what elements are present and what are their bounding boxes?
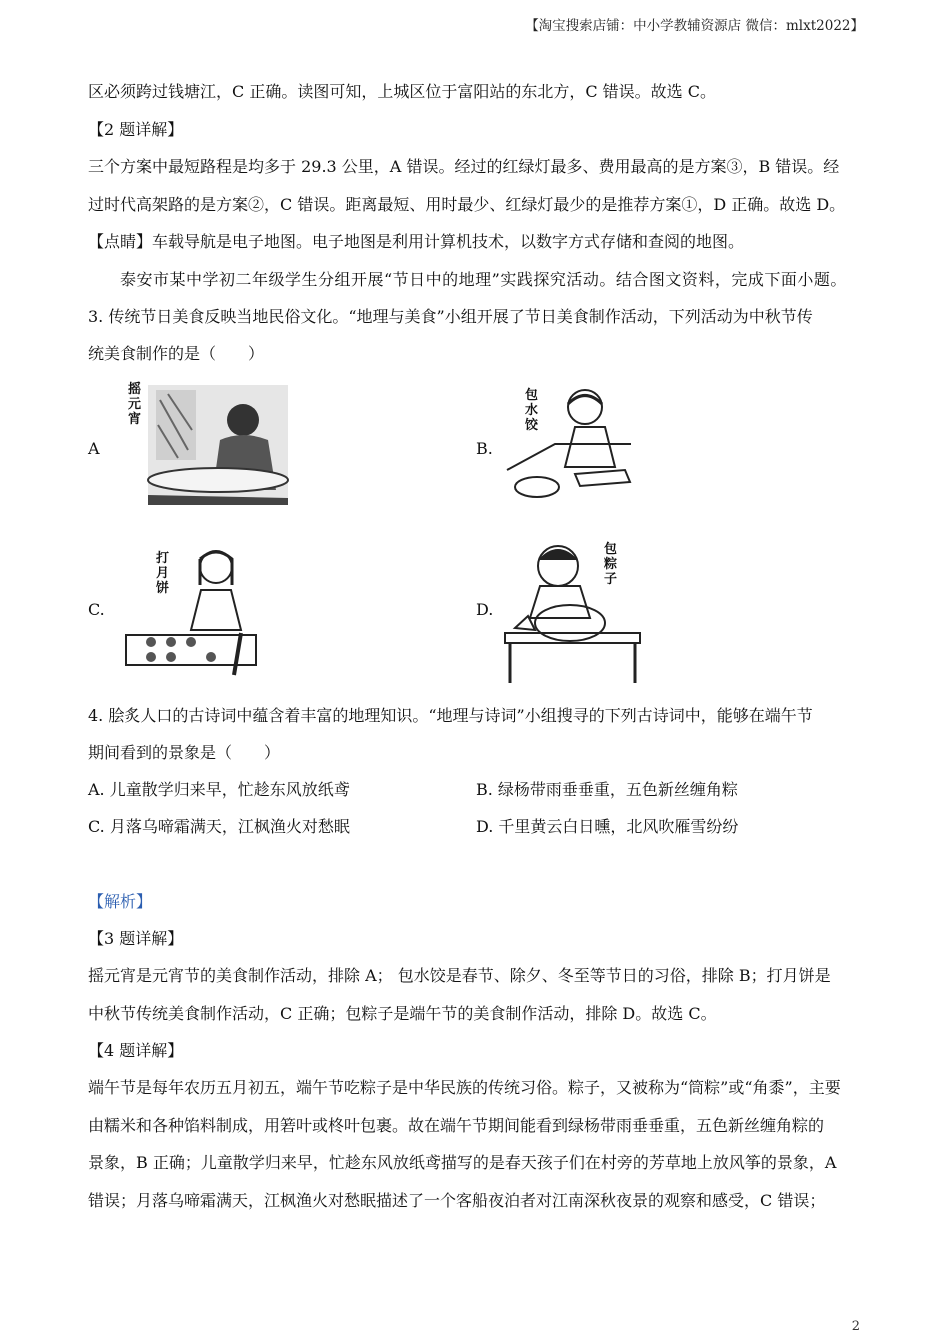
option-b-label: B. bbox=[476, 439, 493, 458]
analysis-heading: 【解析】 bbox=[88, 892, 153, 911]
q4-option-b: B. 绿杨带雨垂垂重，五色新丝缠角粽 bbox=[476, 780, 738, 799]
text-line: 端午节是每年农历五月初五，端午节吃粽子是中华民族的传统习俗。粽子，又被称为“筒粽”或“角黍”，主要 bbox=[88, 1078, 841, 1097]
question-3-text: 3. 传统节日美食反映当地民俗文化。“地理与美食”小组开展了节日美食制作活动，下列活动为中秋节传 bbox=[88, 307, 813, 326]
q4-option-a: A. 儿童散学归来早，忙趁东风放纸鸢 bbox=[88, 780, 350, 799]
text-line: 由糯米和各种馅料制成，用箬叶或柊叶包裹。故在端午节期间能看到绿杨带雨垂垂重，五色新丝缠角粽的 bbox=[88, 1116, 825, 1135]
option-a-label: A bbox=[88, 439, 100, 458]
yuanxiao-illustration bbox=[128, 380, 294, 510]
text-line: 区必须跨过钱塘江，C 正确。读图可知，上城区位于富阳站的东北方，C 错误。故选 C。 bbox=[88, 82, 716, 101]
option-d-label: D. bbox=[476, 600, 494, 619]
q4-option-c: C. 月落乌啼霜满天，江枫渔火对愁眠 bbox=[88, 817, 350, 836]
zongzi-illustration bbox=[500, 538, 645, 688]
text-line: 中秋节传统美食制作活动，C 正确；包粽子是端午节的美食制作活动，排除 D。故选 C。 bbox=[88, 1004, 717, 1023]
intro-line: 泰安市某中学初二年级学生分组开展“节日中的地理”实践探究活动。结合图文资料，完成下面小题。 bbox=[120, 270, 847, 289]
dumplings-illustration bbox=[505, 382, 645, 507]
option-c-label: C. bbox=[88, 600, 105, 619]
text-line: 过时代高架路的是方案②，C 错误。距离最短、用时最少、红绿灯最少的是推荐方案①，D 正确。故选 D。 bbox=[88, 195, 846, 214]
text-line: 景象，B 正确；儿童散学归来早，忙趁东风放纸鸢描写的是春天孩子们在村旁的芳草地上放风筝的景象，A bbox=[88, 1153, 837, 1172]
subheading-q4-detail: 【4 题详解】 bbox=[88, 1041, 184, 1060]
text-line: 三个方案中最短路程是均多于 29.3 公里，A 错误。经过的红绿灯最多、费用最高的是方案③，B 错误。经 bbox=[88, 157, 840, 176]
caption-zongzi: 包粽子 bbox=[604, 542, 618, 587]
subheading-q2-detail: 【2 题详解】 bbox=[88, 120, 184, 139]
page-header: 【淘宝搜索店铺：中小学教辅资源店 微信：mlxt2022】 bbox=[525, 18, 864, 34]
caption-dumplings: 包水饺 bbox=[525, 388, 539, 433]
tip-line: 【点睛】车载导航是电子地图。电子地图是利用计算机技术，以数字方式存储和查阅的地图。 bbox=[88, 232, 745, 251]
page-number: 2 bbox=[851, 1319, 860, 1334]
caption-mooncake: 打月饼 bbox=[156, 551, 170, 596]
caption-yuanxiao: 摇元宵 bbox=[128, 382, 142, 427]
text-line: 错误；月落乌啼霜满天，江枫渔火对愁眠描述了一个客船夜泊者对江南深秋夜景的观察和感受，C 错误； bbox=[88, 1191, 826, 1210]
question-4-text: 期间看到的景象是（ ） bbox=[88, 743, 281, 762]
text-line: 摇元宵是元宵节的美食制作活动，排除 A； 包水饺是春节、除夕、冬至等节日的习俗，排除 B；打月饼是 bbox=[88, 966, 831, 985]
mooncake-illustration bbox=[116, 545, 266, 680]
question-3-text: 统美食制作的是（ ） bbox=[88, 344, 265, 363]
subheading-q3-detail: 【3 题详解】 bbox=[88, 929, 184, 948]
q4-option-d: D. 千里黄云白日曛，北风吹雁雪纷纷 bbox=[476, 817, 739, 836]
question-4-text: 4. 脍炙人口的古诗词中蕴含着丰富的地理知识。“地理与诗词”小组搜寻的下列古诗词中，能够在端午节 bbox=[88, 706, 813, 725]
